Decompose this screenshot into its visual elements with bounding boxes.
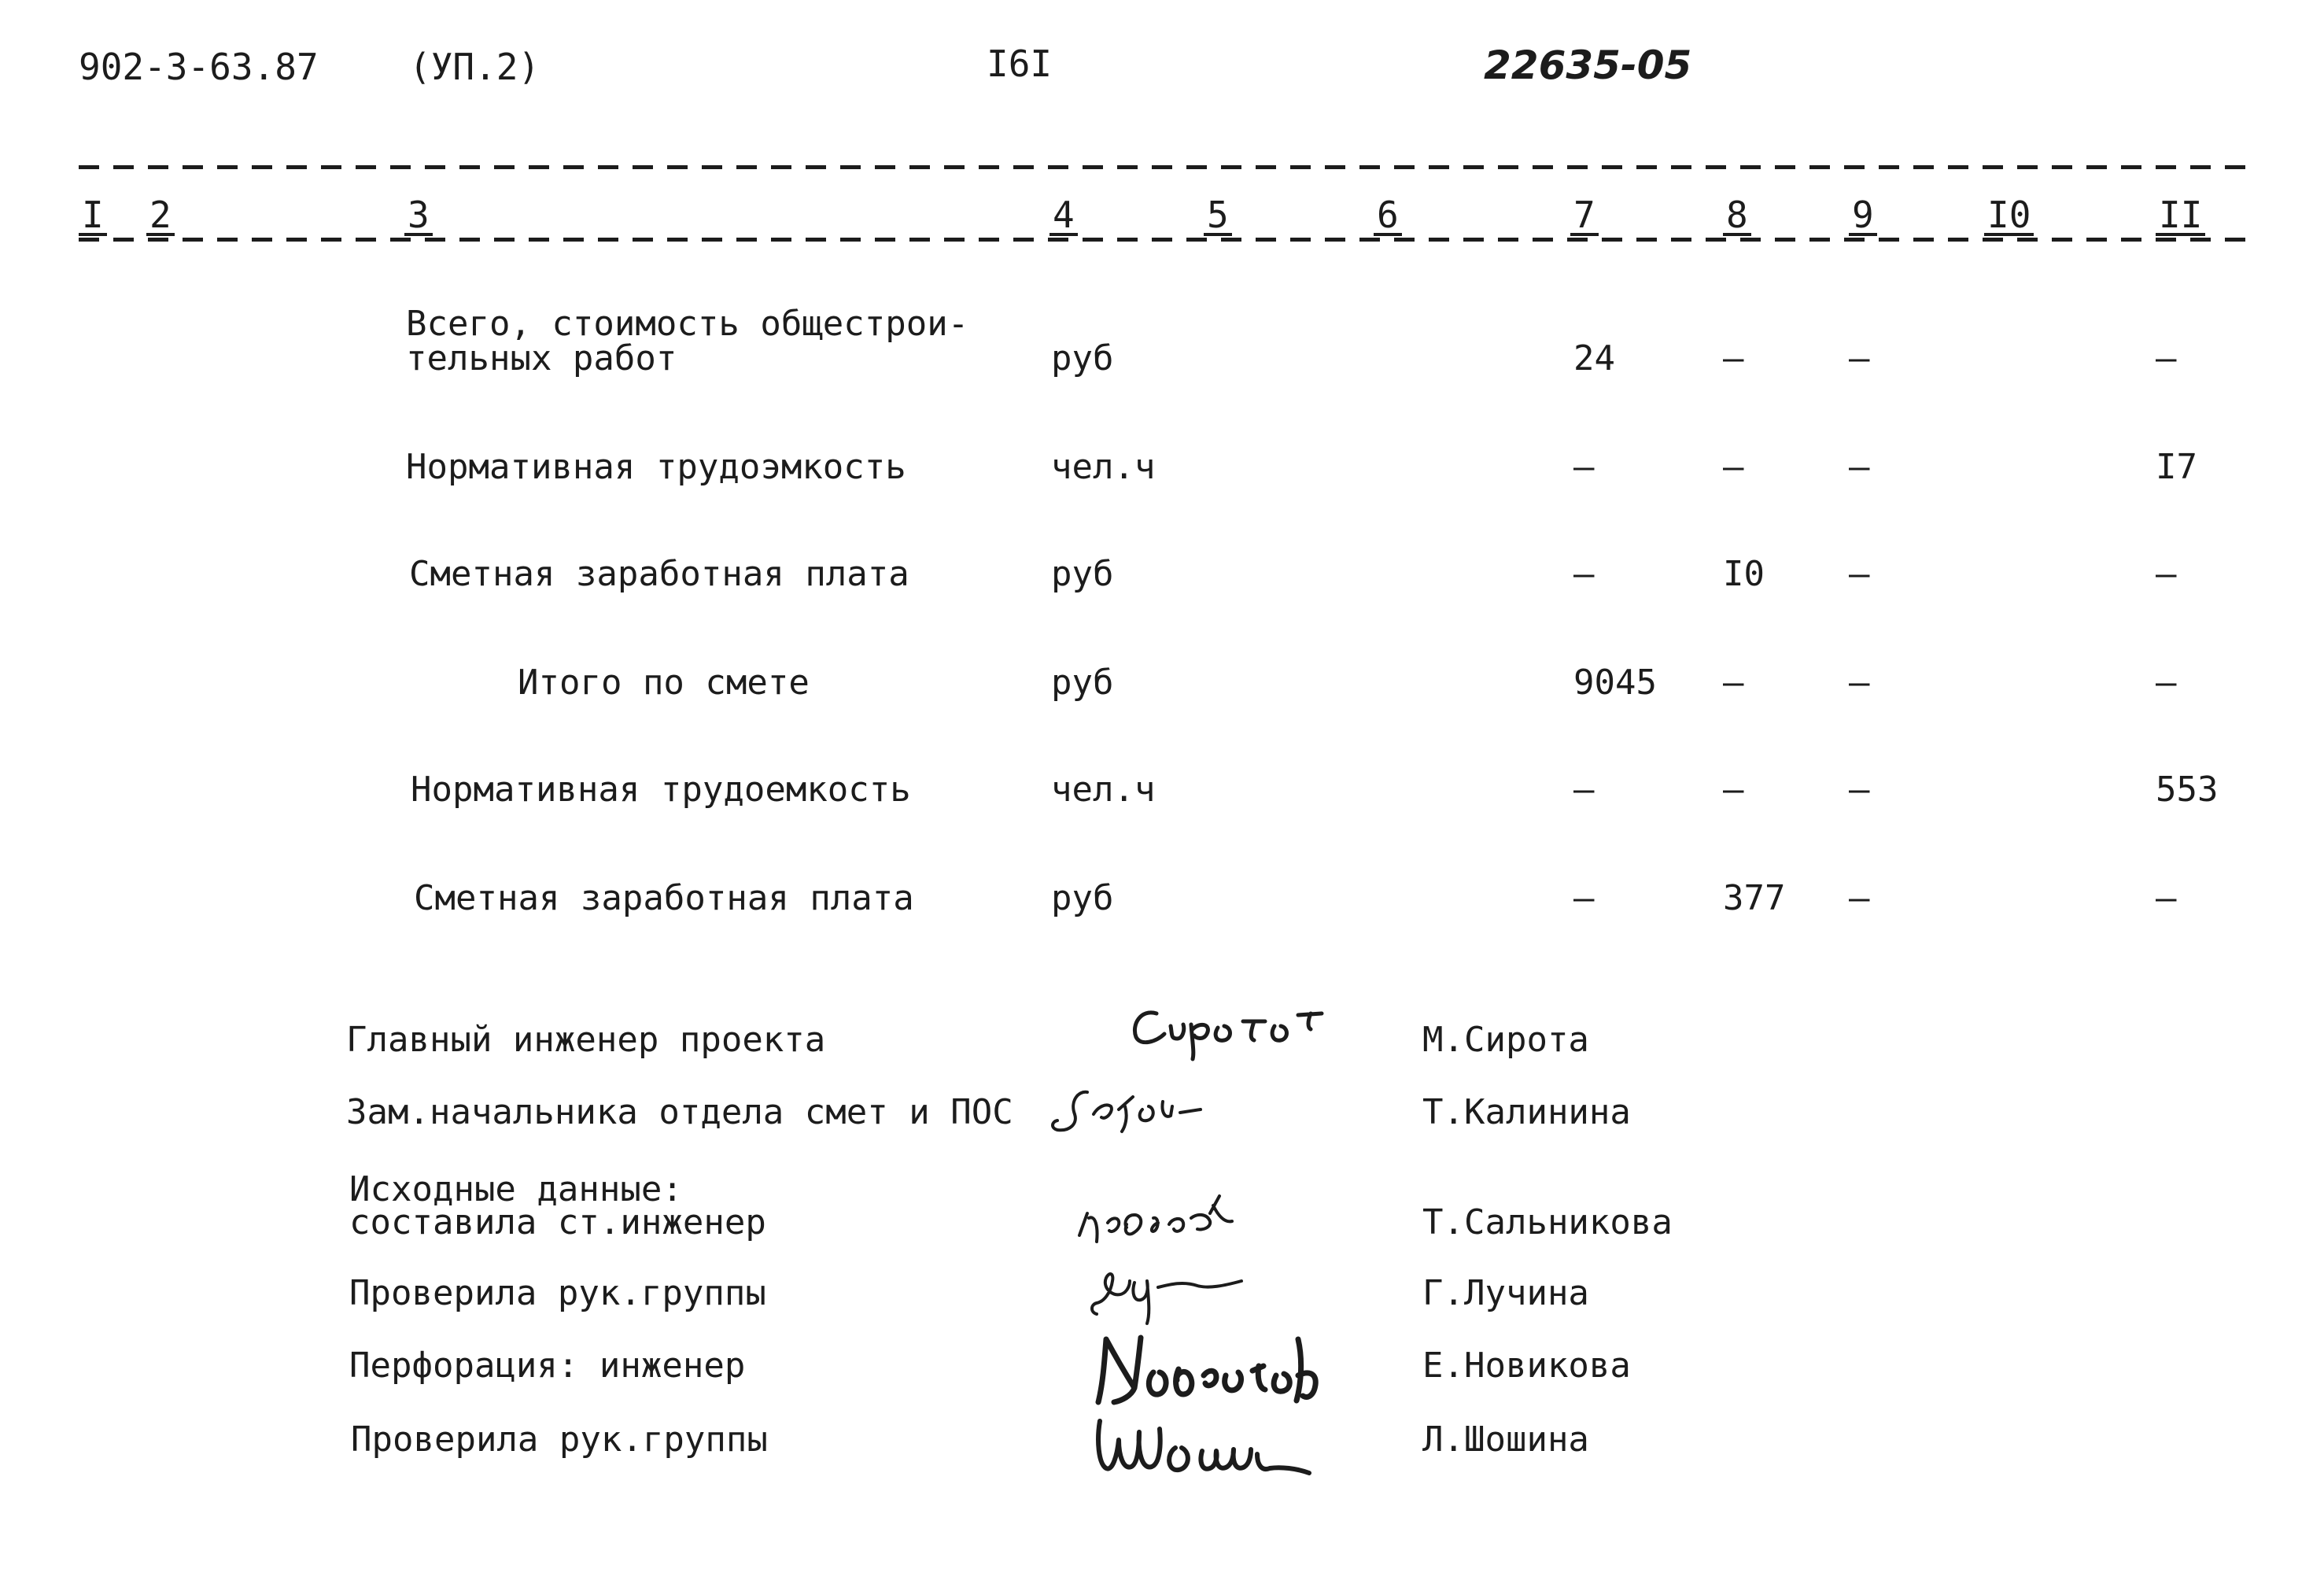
signatory-role: Исходные данные: xyxy=(349,1169,683,1209)
signatory-name: Е.Новикова xyxy=(1422,1346,1631,1386)
row-unit: руб xyxy=(1051,663,1114,703)
column-number: 3 xyxy=(404,197,433,236)
row-col7: – xyxy=(1573,878,1595,918)
column-number: 8 xyxy=(1723,197,1751,236)
column-number: 7 xyxy=(1570,197,1599,236)
row-col11: – xyxy=(2156,338,2177,378)
row-col8: – xyxy=(1723,447,1744,487)
inventory-number: 22635-05 xyxy=(1484,42,1692,88)
row-col7: 24 xyxy=(1573,338,1615,378)
column-number: 5 xyxy=(1204,197,1232,236)
signatory-name: Л.Шошина xyxy=(1422,1419,1589,1460)
row-col7: 9045 xyxy=(1573,663,1657,703)
signature-salnikova xyxy=(1072,1187,1268,1257)
column-number: 9 xyxy=(1849,197,1877,236)
header-top-rule xyxy=(79,165,2250,169)
row-unit: руб xyxy=(1051,554,1114,594)
column-number: II xyxy=(2156,197,2205,236)
row-col8: 377 xyxy=(1723,878,1786,918)
row-name: Всего, стоимость общестрои- xyxy=(406,304,969,344)
signatory-name: М.Сирота xyxy=(1422,1020,1589,1060)
row-col11: – xyxy=(2156,663,2177,703)
row-col11: – xyxy=(2156,878,2177,918)
row-name: Сметная заработная плата xyxy=(409,554,909,594)
signatory-name: Г.Лучина xyxy=(1422,1273,1589,1313)
row-col11: 553 xyxy=(2156,770,2219,810)
signature-novikova xyxy=(1090,1328,1342,1415)
signature-shoshina xyxy=(1089,1408,1356,1487)
signatory-role: Проверила рук.группы xyxy=(349,1273,766,1313)
row-col8: – xyxy=(1723,338,1744,378)
row-col7: – xyxy=(1573,770,1595,810)
signatory-role: составила ст.инженер xyxy=(349,1202,766,1242)
column-number: I0 xyxy=(1984,197,2034,236)
header-bottom-rule xyxy=(79,238,2250,242)
signatory-name: Т.Калинина xyxy=(1422,1092,1631,1132)
row-col9: – xyxy=(1849,663,1870,703)
column-number: 4 xyxy=(1049,197,1078,236)
signature-luchina xyxy=(1084,1257,1265,1328)
row-name: Итого по смете xyxy=(518,663,810,703)
row-col11: – xyxy=(2156,554,2177,594)
row-col8: I0 xyxy=(1723,554,1765,594)
page-number: I6I xyxy=(987,42,1053,85)
signatory-name: Т.Сальникова xyxy=(1422,1202,1673,1242)
row-name: Нормативная трудоемкость xyxy=(411,770,911,810)
signature-kalinina xyxy=(1046,1083,1235,1141)
row-col9: – xyxy=(1849,878,1870,918)
document-code: 902-3-63.87 xyxy=(79,46,319,88)
signatory-role: Зам.начальника отдела смет и ПОС xyxy=(346,1092,1013,1132)
signatory-role: Перфорация: инженер xyxy=(349,1346,746,1386)
row-col8: – xyxy=(1723,770,1744,810)
row-unit: руб xyxy=(1051,338,1114,378)
column-number: 2 xyxy=(146,197,175,236)
row-unit: руб xyxy=(1051,878,1114,918)
row-col9: – xyxy=(1849,554,1870,594)
row-col9: – xyxy=(1849,338,1870,378)
row-col9: – xyxy=(1849,447,1870,487)
row-unit: чел.ч xyxy=(1051,447,1156,487)
signatory-role: Главный инженер проекта xyxy=(346,1020,826,1060)
row-name: Нормативная трудоэмкость xyxy=(406,447,906,487)
row-name: тельных работ xyxy=(406,338,677,378)
row-unit: чел.ч xyxy=(1051,770,1156,810)
row-col7: – xyxy=(1573,554,1595,594)
row-col7: – xyxy=(1573,447,1595,487)
row-col11: I7 xyxy=(2156,447,2197,487)
column-number: 6 xyxy=(1374,197,1402,236)
album-label: (УП.2) xyxy=(409,46,540,88)
row-name: Сметная заработная плата xyxy=(414,878,914,918)
signature-sirota xyxy=(1125,998,1337,1061)
row-col8: – xyxy=(1723,663,1744,703)
column-number: I xyxy=(79,197,107,236)
row-col9: – xyxy=(1849,770,1870,810)
signatory-role: Проверила рук.группы xyxy=(351,1419,768,1460)
